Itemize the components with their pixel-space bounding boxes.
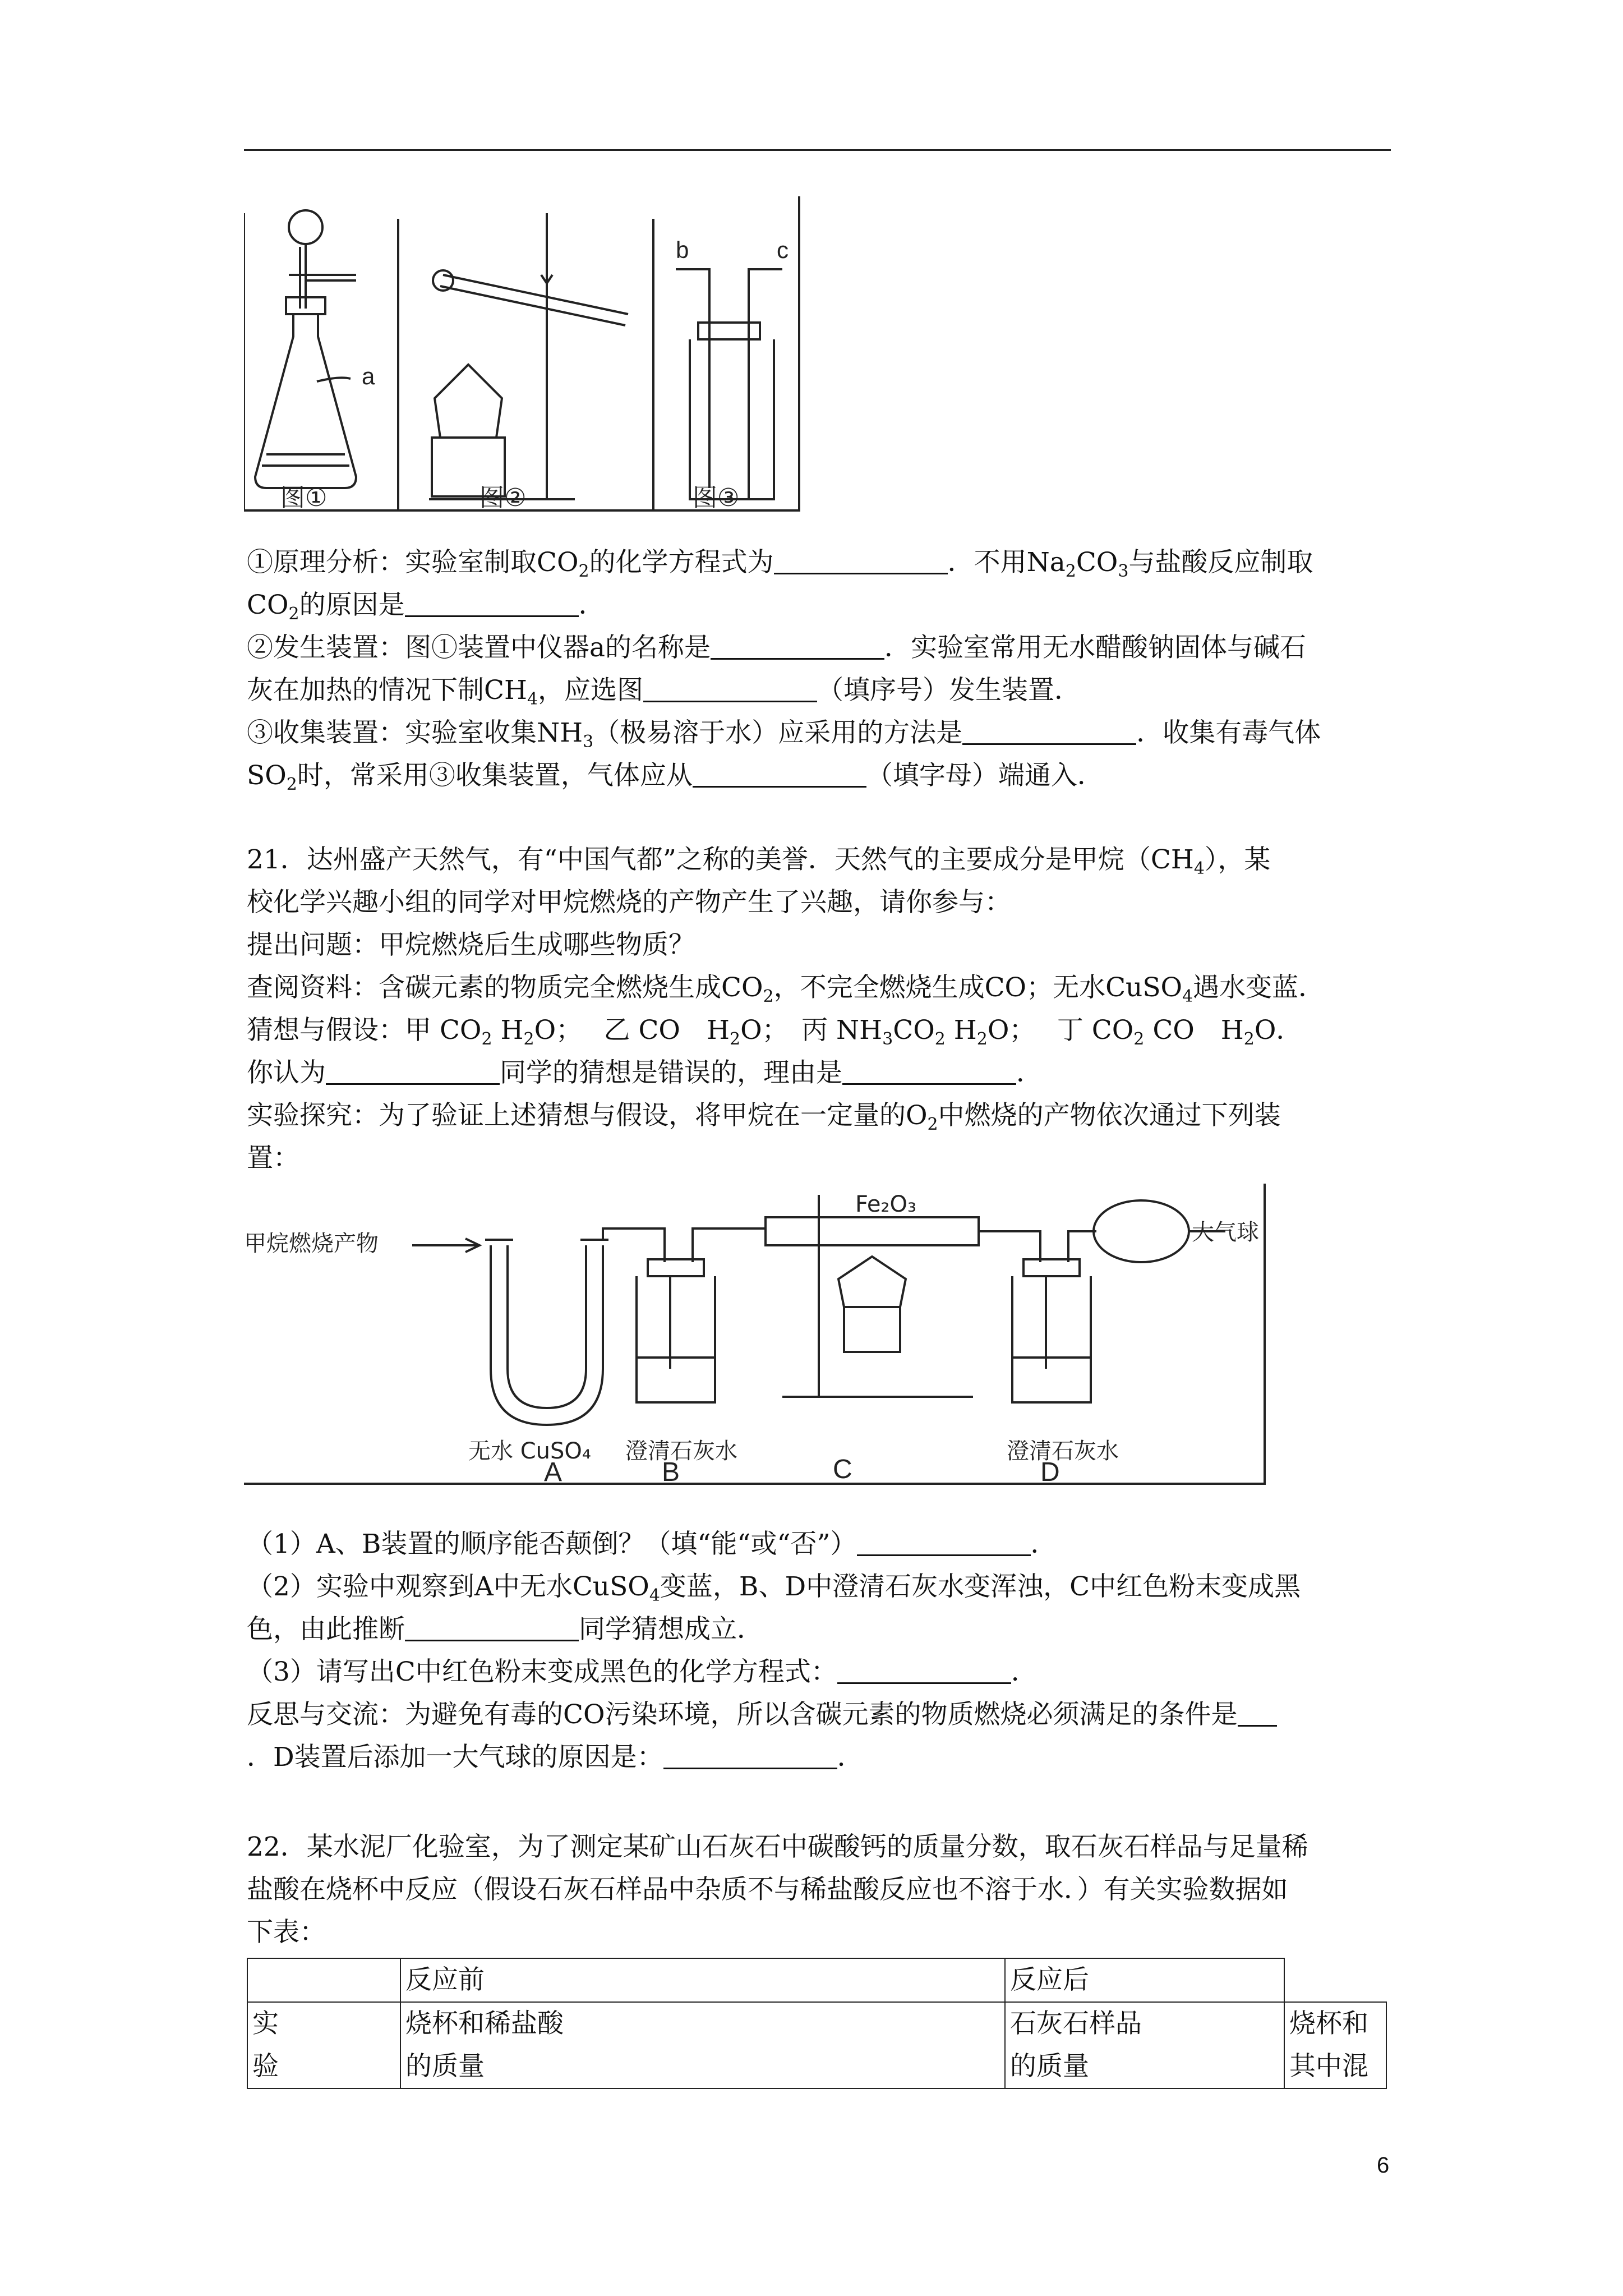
answer-blank[interactable] <box>711 631 884 660</box>
apparatus-figure-1 <box>244 196 810 516</box>
caption-fig2: 图② <box>479 484 527 512</box>
answer-blank[interactable] <box>774 546 948 574</box>
q20-line6: $SO_2$时，常采用③收集装置，气体应从 （填字母）端通入． <box>247 760 1104 794</box>
q22-block <box>247 1826 1402 1954</box>
caption-fig3: 图③ <box>693 484 740 512</box>
page-number: 6 <box>1377 2153 1390 2178</box>
label-D: D <box>1040 1457 1060 1487</box>
table-cell: 烧杯和稀盐酸 的质量 <box>400 2002 1005 2088</box>
q22-line1: 22．某水泥厂化验室，为了测定某矿山石灰石中碳酸钙的质量分数，取石灰石样品与足量稀 <box>247 1832 1308 1862</box>
q21-line4: 查阅资料：含碳元素的物质完全燃烧生成$CO_2$，不完全燃烧生成CO；无水CuSO$_4$遇水变蓝． <box>247 972 1325 1006</box>
q21-line7: 实验探究：为了验证上述猜想与假设，将甲烷在一定量的$O_2$中燃烧的产物依次通过下列装 <box>247 1100 1281 1134</box>
answer-blank[interactable] <box>1238 1698 1277 1727</box>
answer-blank[interactable] <box>842 1056 1016 1085</box>
caption-fig1: 图① <box>280 484 328 512</box>
answer-blank[interactable] <box>663 1741 837 1769</box>
q21-reflect2: ．D装置后添加一大气球的原因是： ． <box>247 1742 864 1773</box>
q20-line5: ③收集装置：实验室收集$NH_3$（极易溶于水）应采用的方法是 ．收集有毒气体 <box>247 717 1321 752</box>
table-cell <box>1284 1958 1386 2002</box>
table-row <box>247 2002 1386 2088</box>
apparatus-figure-2 <box>244 1184 1270 1487</box>
answer-blank[interactable] <box>693 759 866 788</box>
q21-block <box>247 839 1402 1180</box>
table-cell: 石灰石样品 的质量 <box>1005 2002 1284 2088</box>
header-rule <box>244 149 1391 151</box>
q21-part2: （2）实验中观察到A中无水CuSO$_4$变蓝，B、D中澄清石灰水变浑浊，C中红色粉末变成黑 <box>247 1571 1301 1605</box>
q21-line6: 你认为 同学的猜想是错误的，理由是 ． <box>247 1057 1043 1088</box>
q22-line2: 盐酸在烧杯中反应（假设石灰石样品中杂质不与稀盐酸反应也不溶于水．）有关实验数据如 <box>247 1874 1288 1905</box>
q21-reflect1: 反思与交流：为避免有毒的CO污染环境，所以含碳元素的物质燃烧必须满足的条件是 <box>247 1694 1402 1736</box>
q20-block <box>247 541 1402 797</box>
q21-line1: 21．达州盛产天然气，有“中国气都”之称的美誉．天然气的主要成分是甲烷$(CH_4)$，某 <box>247 844 1271 878</box>
answer-blank[interactable] <box>405 588 579 617</box>
q20-line1: ①原理分析：实验室制取$CO_2$的化学方程式为 ．不用$Na_2CO_3$与盐酸反应制取 <box>247 547 1313 581</box>
q21-part1: （1）A、B装置的顺序能否颠倒？（填“能“或“否”） ． <box>247 1529 1057 1559</box>
label-C: C <box>833 1455 852 1484</box>
label-B: B <box>662 1457 680 1487</box>
q21-part3: （3）请写出C中红色粉末变成黑色的化学方程式： ． <box>247 1657 1038 1687</box>
table-cell <box>247 1958 400 2002</box>
table-cell: 实 验 <box>247 2002 400 2088</box>
label-inlet: 甲烷燃烧产物 <box>244 1231 379 1257</box>
q21-line2: 校化学兴趣小组的同学对甲烷燃烧的产物产生了兴趣，请你参与： <box>247 887 1011 918</box>
answer-blank[interactable] <box>643 674 817 702</box>
label-lime-water-b: 澄清石灰水 <box>625 1438 737 1464</box>
label-b: b <box>676 237 689 263</box>
q22-line3: 下表： <box>247 1917 326 1948</box>
q21-line8: 置： <box>247 1143 299 1174</box>
table-cell: 烧杯和 其中混 <box>1284 2002 1386 2088</box>
q20-line2: $CO_2$的原因是 ． <box>247 590 605 624</box>
label-c: c <box>777 237 789 263</box>
label-A: A <box>544 1457 562 1487</box>
answer-blank[interactable] <box>857 1527 1031 1556</box>
label-balloon: 大气球 <box>1192 1220 1259 1245</box>
q21-line3: 提出问题：甲烷燃烧后生成哪些物质？ <box>247 930 695 960</box>
label-lime-water-d: 澄清石灰水 <box>1007 1438 1119 1464</box>
answer-blank[interactable] <box>962 716 1136 745</box>
q21-line5: 猜想与假设：甲 $CO_2$ $H_2O$； 乙 CO $H_2O$； 丙 $NH_3CO_2$ $H_2O$； 丁 $CO_2$ CO $H_2O$． <box>247 1015 1303 1049</box>
label-cuso4: 无水 CuSO₄ <box>468 1438 591 1464</box>
label-a: a <box>362 363 375 389</box>
table-row <box>247 1958 1386 2002</box>
data-table <box>247 1958 1387 2089</box>
answer-blank[interactable] <box>326 1056 500 1085</box>
answer-blank[interactable] <box>405 1613 579 1641</box>
table-header-after: 反应后 <box>1005 1958 1284 2002</box>
q21-parts <box>247 1523 1402 1779</box>
table-header-before: 反应前 <box>400 1958 1005 2002</box>
label-fe2o3: Fe₂O₃ <box>855 1191 916 1217</box>
q21-part2-cont: 色，由此推断 同学猜想成立． <box>247 1614 763 1645</box>
q20-line3: ②发生装置：图①装置中仪器a的名称是 ．实验室常用无水醋酸钠固体与碱石 <box>247 632 1307 663</box>
answer-blank[interactable] <box>837 1655 1011 1684</box>
q20-line4: 灰在加热的情况下制$CH_4$，应选图 （填序号）发生装置． <box>247 675 1081 709</box>
